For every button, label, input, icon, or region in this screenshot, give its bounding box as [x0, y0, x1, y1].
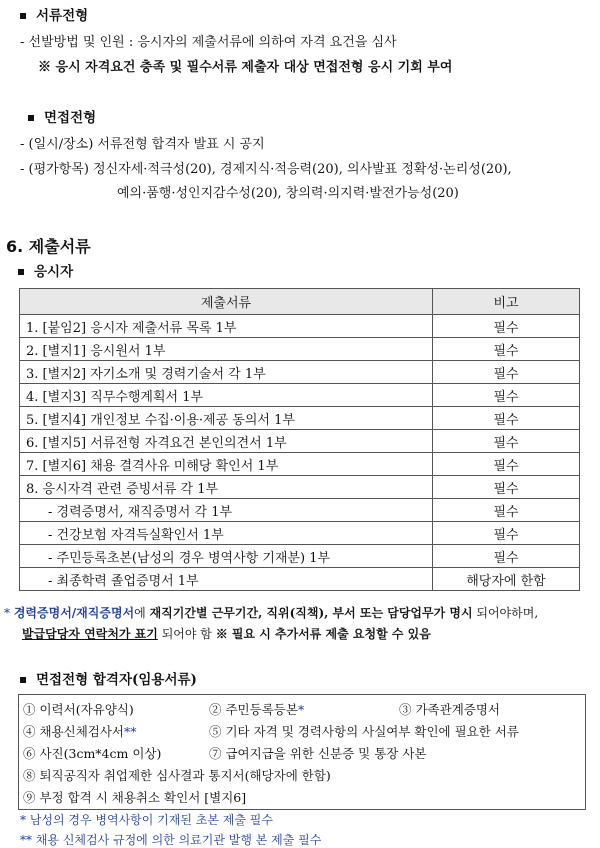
note-medical: ** 채용 신체검사 규정에 의한 의료기관 발행 본 제출 필수 [20, 833, 322, 847]
note-cell: 필수 [433, 315, 580, 338]
doc-cell: - 주민등록초본(남성의 경우 병역사항 기재분) 1부 [20, 545, 433, 568]
square-bullet-icon [20, 677, 26, 683]
doc-cell: 4. [별지3] 직무수행계획서 1부 [20, 384, 433, 407]
table-row [20, 545, 580, 568]
note-cell: 필수 [433, 384, 580, 407]
list-item: ④ 채용신체검사서** [23, 724, 137, 739]
interview-criteria-line-cont: 예의·품행·성인지감수성(20), 창의력·의지력·발전가능성(20) [117, 186, 459, 201]
note-cell: 필수 [433, 499, 580, 522]
doc-cell: - 건강보험 자격득실확인서 1부 [20, 522, 433, 545]
table-row [20, 430, 580, 453]
note-cell: 필수 [433, 522, 580, 545]
screening-method-line: - 선발방법 및 인원 : 응시자의 제출서류에 의하여 자격 요건을 심사 [20, 35, 397, 50]
doc-cell: 1. [붙임2] 응시자 제출서류 목록 1부 [20, 315, 433, 338]
header-doc: 제출서류 [20, 289, 433, 315]
table-row [20, 453, 580, 476]
doc-cell: 5. [별지4] 개인정보 수집·이용·제공 동의서 1부 [20, 407, 433, 430]
table-row [20, 315, 580, 338]
note-cell: 필수 [433, 361, 580, 384]
table-row [20, 522, 580, 545]
note-cell: 필수 [433, 407, 580, 430]
doc-cell: 7. [별지6] 채용 결격사유 미해당 확인서 1부 [20, 453, 433, 476]
table-row [20, 361, 580, 384]
square-bullet-icon [28, 115, 34, 121]
doc-cell: 3. [별지2] 자기소개 및 경력기술서 각 1부 [20, 361, 433, 384]
screening-heading: 서류전형 [20, 4, 88, 24]
note-cell: 필수 [433, 453, 580, 476]
doc-cell: 2. [별지1] 응시원서 1부 [20, 338, 433, 361]
table-row [20, 476, 580, 499]
table-row [20, 384, 580, 407]
doc-cell: 8. 응시자격 관련 증빙서류 각 1부 [20, 476, 433, 499]
passers-heading: 면접전형 합격자(임용서류) [20, 668, 197, 688]
appointment-documents-box [18, 694, 586, 810]
list-item: ③ 가족관계증명서 [399, 702, 500, 717]
square-bullet-icon [20, 13, 26, 19]
table-row [20, 407, 580, 430]
list-item: ⑥ 사진(3cm*4cm 이상) [23, 746, 162, 761]
note-cell: 필수 [433, 430, 580, 453]
note-military: * 남성의 경우 병역사항이 기재된 초본 제출 필수 [20, 813, 273, 827]
doc-cell: - 경력증명서, 재직증명서 각 1부 [20, 499, 433, 522]
interview-schedule-line: - (일시/장소) 서류전형 합격자 발표 시 공지 [20, 137, 265, 152]
note-cell: 필수 [433, 338, 580, 361]
list-item: ⑦ 급여지급을 위한 신분증 및 통장 사본 [209, 746, 427, 761]
interview-heading: 면접전형 [28, 106, 96, 126]
screening-notice: ※ 응시 자격요건 충족 및 필수서류 제출자 대상 면접전형 응시 기회 부여 [38, 60, 453, 75]
footnote-highlight: 경력증명서/재직증명서 [13, 606, 135, 620]
table-header-row [20, 289, 580, 315]
note-cell: 필수 [433, 476, 580, 499]
list-item: ② 주민등록등본* [209, 702, 305, 717]
list-item: ① 이력서(자유양식) [23, 702, 134, 717]
doc-cell: 6. [별지5] 서류전형 자격요건 본인의견서 1부 [20, 430, 433, 453]
section-title: 6. 제출서류 [6, 237, 91, 256]
list-item: ⑨ 부정 합격 시 채용취소 확인서 [별지6] [23, 790, 247, 805]
list-item: ⑤ 기타 자격 및 경력사항의 사실여부 확인에 필요한 서류 [209, 724, 519, 739]
interview-criteria-line: - (평가항목) 정신자세·적극성(20), 경제지식·적응력(20), 의사발표 정확성·논리성(20), [20, 162, 512, 177]
doc-cell: - 최종학력 졸업증명서 1부 [20, 568, 433, 591]
square-bullet-icon [18, 269, 24, 275]
note-cell: 해당자에 한함 [433, 568, 580, 591]
list-item: ⑧ 퇴직공직자 취업제한 심사결과 통지서(해당자에 한함) [23, 768, 331, 783]
footnote-line-1: * 경력증명서/재직증명서에 재직기간별 근무기간, 직위(직책), 부서 또는 담당업무가 명시 되어야하며, [4, 606, 539, 620]
table-row [20, 568, 580, 591]
header-note: 비고 [433, 289, 580, 315]
documents-table [19, 288, 580, 591]
applicant-heading: 응시자 [18, 260, 73, 280]
table-row [20, 499, 580, 522]
note-cell: 필수 [433, 545, 580, 568]
footnote-line-2: 발급담당자 연락처가 표기 되어야 함 ※ 필요 시 추가서류 제출 요청할 수 있음 [22, 627, 431, 641]
table-row [20, 338, 580, 361]
